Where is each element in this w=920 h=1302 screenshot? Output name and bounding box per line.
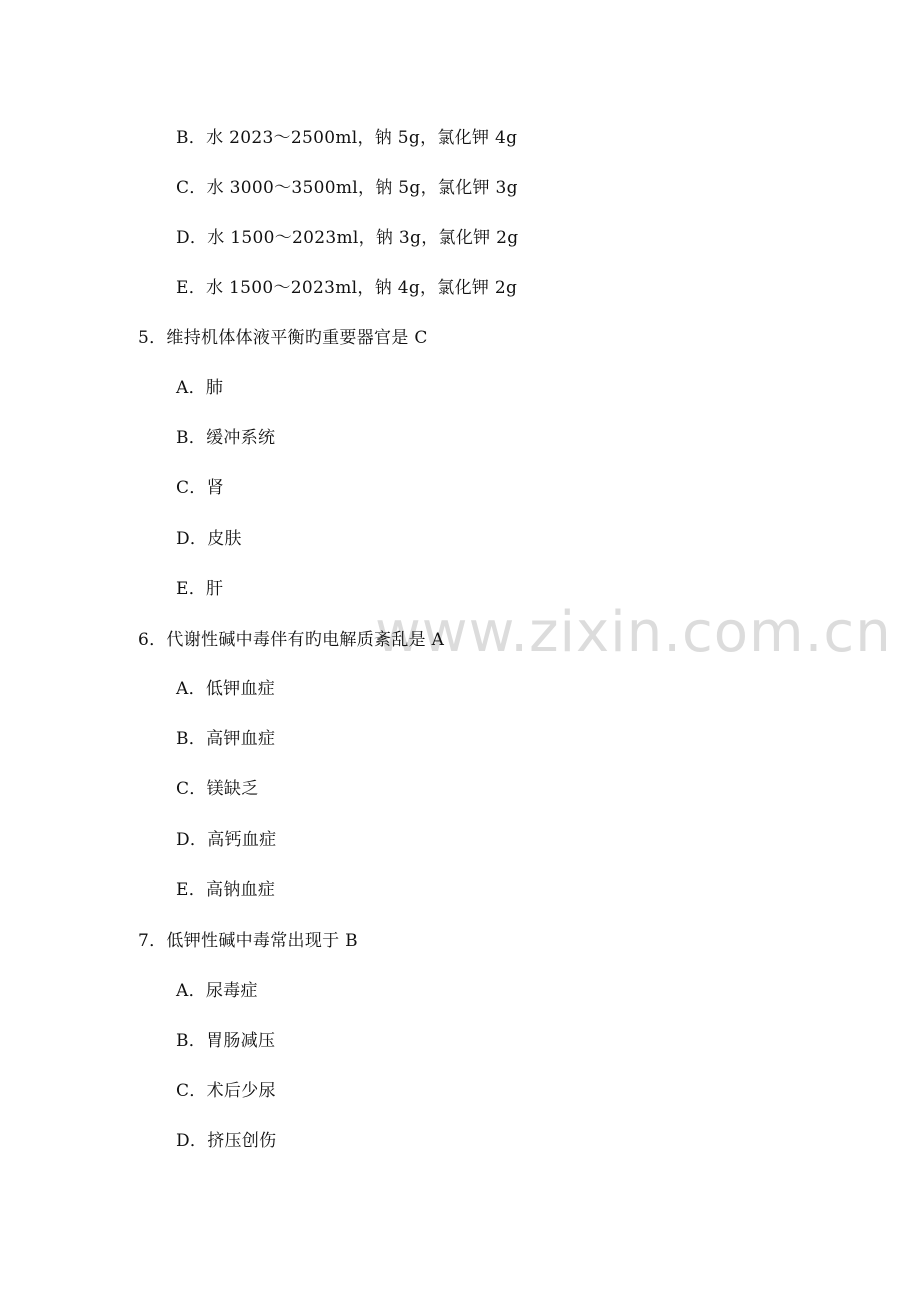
option-a-q7: A．尿毒症: [176, 981, 258, 1001]
option-d-q5: D．皮肤: [176, 529, 242, 549]
option-b-q6: B．高钾血症: [176, 729, 276, 749]
option-a-q6: A．低钾血症: [176, 679, 276, 699]
option-c-q4: C．水 3000～3500ml，钠 5g，氯化钾 3g: [176, 178, 518, 198]
question-5: 5．维持机体体液平衡旳重要器官是 C: [138, 328, 428, 348]
option-e-q4: E．水 1500～2023ml，钠 4g，氯化钾 2g: [176, 278, 518, 298]
watermark: www.zixin.com.cn: [375, 600, 892, 665]
option-c-q6: C．镁缺乏: [176, 779, 259, 799]
question-6: 6．代谢性碱中毒伴有旳电解质紊乱是 A: [138, 630, 445, 650]
option-d-q4: D．水 1500～2023ml，钠 3g，氯化钾 2g: [176, 228, 519, 248]
option-e-q5: E．肝: [176, 579, 224, 599]
option-b-q7: B．胃肠减压: [176, 1031, 276, 1051]
option-e-q6: E．高钠血症: [176, 880, 276, 900]
option-a-q5: A．肺: [176, 378, 224, 398]
question-7: 7．低钾性碱中毒常出现于 B: [138, 931, 358, 951]
option-d-q7: D．挤压创伤: [176, 1131, 277, 1151]
option-b-q4: B．水 2023～2500ml，钠 5g，氯化钾 4g: [176, 128, 518, 148]
option-c-q7: C．术后少尿: [176, 1081, 276, 1101]
option-d-q6: D．高钙血症: [176, 830, 277, 850]
option-c-q5: C．肾: [176, 478, 224, 498]
option-b-q5: B．缓冲系统: [176, 428, 276, 448]
